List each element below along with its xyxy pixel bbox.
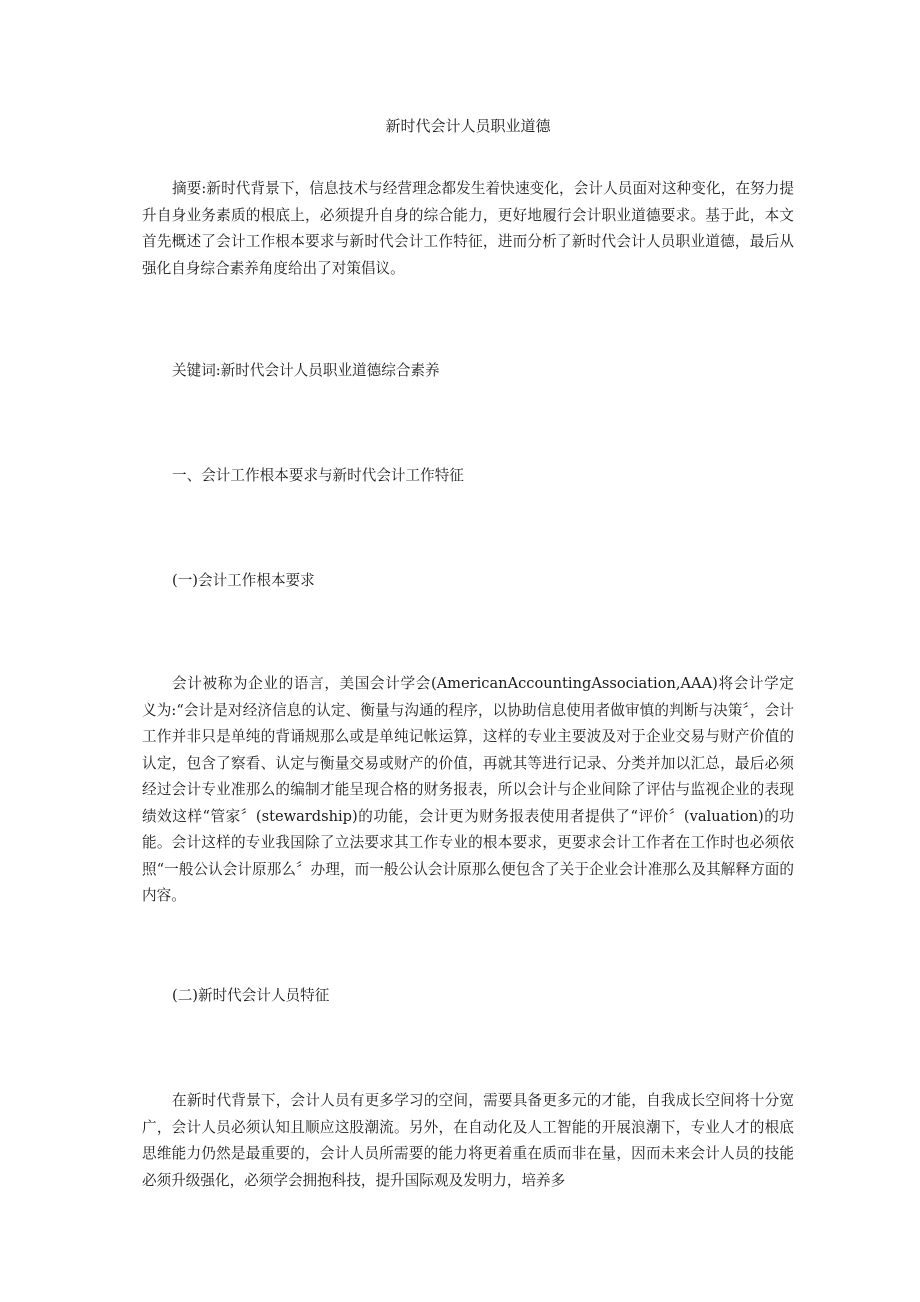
- subsection-heading-2: (二)新时代会计人员特征: [172, 987, 330, 1004]
- document-title: 新时代会计人员职业道德: [385, 117, 551, 135]
- section-heading-1: 一、会计工作根本要求与新时代会计工作特征: [172, 467, 464, 484]
- document-page: [142, 0, 794, 1302]
- abstract-paragraph: 摘要:新时代背景下，信息技术与经营理念都发生着快速变化，会计人员面对这种变化，在努力提升自身业务素质的根底上，必须提升自身的综合能力，更好地履行会计职业道德要求。基于此，本文首先概述了会计工作根本要求与新时代会计工作特征，进而分析了新时代会计人员职业道德，最后从强化自身综合素养角度给出了对策倡议。: [142, 180, 794, 277]
- subsection-heading-1: (一)会计工作根本要求: [172, 572, 315, 589]
- keywords-line: 关键词:新时代会计人员职业道德综合素养: [172, 362, 440, 379]
- body-paragraph-1: 会计被称为企业的语言，美国会计学会(AmericanAccountingAssociation,AAA)将会计学定义为:“会计是对经济信息的认定、衡量与沟通的程序，以协助信息使用者做审慎的判断与决策〞，会计工作并非只是单纯的背诵规那么或是单纯记帐运算，这样的专业主要波及对于企业交易与财产价值的认定，包含了察看、认定与衡量交易或财产的价值，再就其等进行记录、分类并加以汇总，最后必须经过会计专业准那么的编制才能呈现合格的财务报表，所以会计与企业间除了评估与监视企业的表现绩效这样“管家〞(stewardship)的功能，会计更为财务报表使用者提供了“评价〞(valuation)的功能。会计这样的专业我国除了立法要求其工作专业的根本要求，更要求会计工作者在工作时也必须依照“一般公认会计原那么〞办理，而一般公认会计原那么便包含了关于企业会计准那么及其解释方面的内容。: [142, 675, 794, 904]
- body-paragraph-2: 在新时代背景下，会计人员有更多学习的空间，需要具备更多元的才能，自我成长空间将十分宽广，会计人员必须认知且顺应这股潮流。另外，在自动化及人工智能的开展浪潮下，专业人才的根底思维能力仍然是最重要的，会计人员所需要的能力将更着重在质而非在量，因而未来会计人员的技能必须升级强化，必须学会拥抱科技，提升国际观及发明力，培养多: [142, 1092, 794, 1189]
